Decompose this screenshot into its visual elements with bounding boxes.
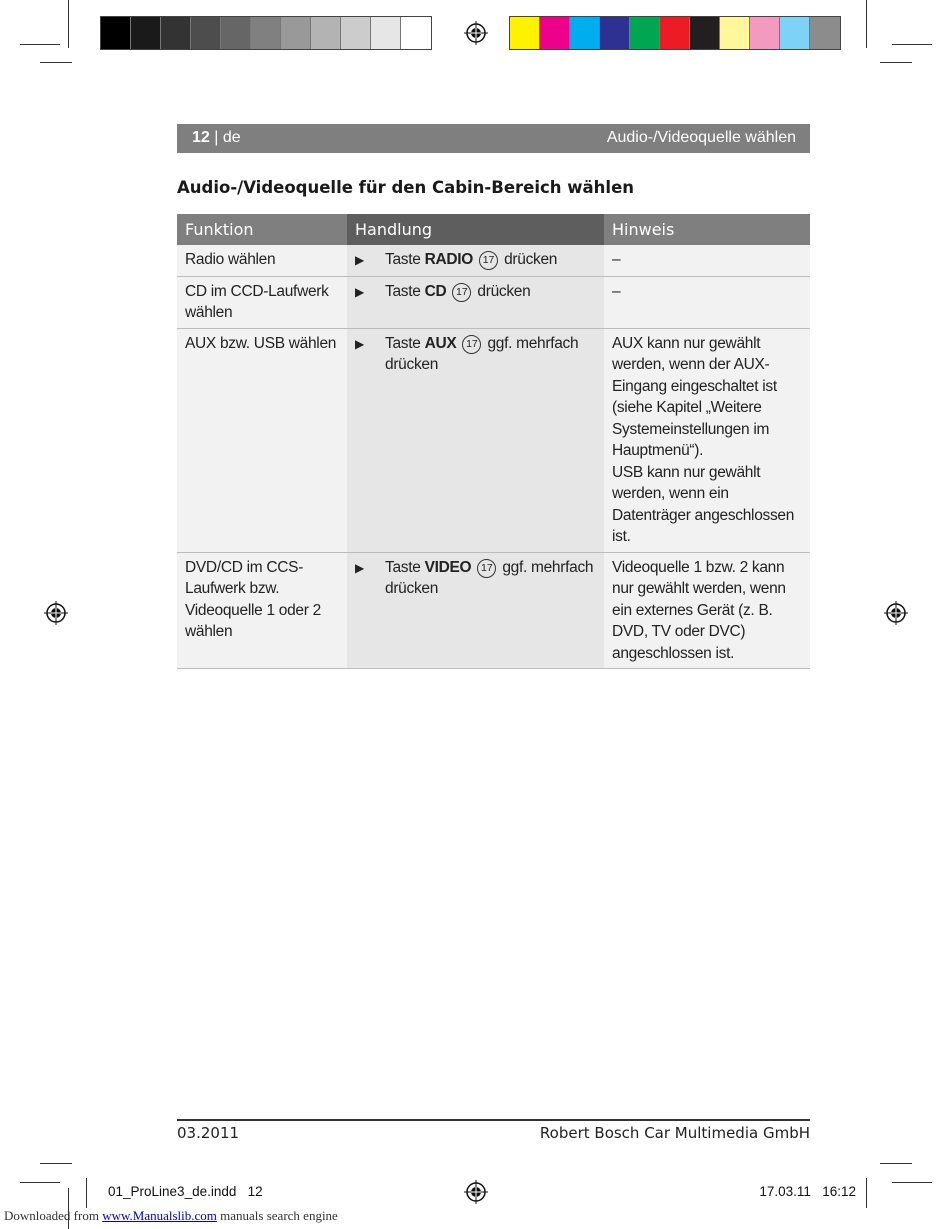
- crop-mark: [20, 44, 60, 45]
- download-note: [4, 1208, 338, 1224]
- page-number: 12: [192, 129, 210, 146]
- action-suffix: drücken: [477, 282, 531, 300]
- action-cell: [347, 276, 604, 328]
- color-swatch: [660, 17, 690, 49]
- crop-mark: [892, 1182, 932, 1183]
- crop-mark: [68, 0, 69, 48]
- note-cell: –: [604, 245, 810, 276]
- column-header-action: Handlung: [347, 214, 604, 245]
- color-swatch: [161, 17, 191, 49]
- crop-mark: [892, 44, 932, 45]
- bullet-arrow-icon: ▶: [355, 253, 364, 267]
- crop-mark: [880, 62, 912, 63]
- table-row: [177, 245, 810, 276]
- function-cell: AUX bzw. USB wählen: [177, 328, 347, 552]
- function-cell: Radio wählen: [177, 245, 347, 276]
- action-suffix: ggf. mehrfach drücken: [385, 334, 579, 373]
- function-cell: DVD/CD im CCS-Laufwerk bzw. Videoquelle 1 oder 2 wählen: [177, 552, 347, 669]
- page-heading: Audio-/Videoquelle für den Cabin-Bereich wählen: [177, 178, 635, 197]
- note-cell: Videoquelle 1 bzw. 2 kann nur gewählt werden, wenn ein externes Gerät (z. B. DVD, TV oder DVC) angeschlossen ist.: [604, 552, 810, 669]
- process-color-bar: [509, 16, 841, 50]
- download-prefix: Downloaded from: [4, 1208, 99, 1223]
- note-text: AUX kann nur gewählt werden, wenn der AUX-Eingang eingeschaltet ist (siehe Kapitel „Weitere Systemeinstellungen im Hauptmenü“).: [612, 334, 777, 459]
- color-swatch: [401, 17, 431, 49]
- color-swatch: [750, 17, 780, 49]
- slug-date: 17.03.11: [759, 1184, 811, 1199]
- action-cell: [347, 552, 604, 669]
- slug-time: 16:12: [822, 1184, 856, 1199]
- header-separator: |: [214, 129, 223, 146]
- section-title: Audio-/Videoquelle wählen: [606, 129, 796, 146]
- action-prefix: Taste: [385, 251, 421, 268]
- color-swatch: [131, 17, 161, 49]
- reference-number-badge: 17: [462, 335, 481, 354]
- color-swatch: [690, 17, 720, 49]
- print-slug-file: [108, 1184, 263, 1199]
- action-text: [385, 333, 596, 376]
- crop-mark: [86, 1178, 87, 1208]
- column-header-function: Funktion: [177, 214, 347, 245]
- color-swatch: [341, 17, 371, 49]
- color-swatch: [311, 17, 341, 49]
- page-header-band: [177, 124, 810, 153]
- action-prefix: Taste: [385, 282, 421, 300]
- color-swatch: [720, 17, 750, 49]
- action-text: [385, 281, 530, 304]
- table-header-row: [177, 214, 810, 245]
- registration-mark-icon: [464, 1180, 488, 1204]
- crop-mark: [880, 1163, 912, 1164]
- color-swatch: [510, 17, 540, 49]
- slug-page: 12: [247, 1184, 263, 1199]
- action-suffix: drücken: [504, 251, 558, 268]
- action-text: [385, 249, 557, 272]
- manualslib-link[interactable]: www.Manualslib.com: [102, 1208, 217, 1223]
- language-code: de: [222, 129, 241, 146]
- color-swatch: [221, 17, 251, 49]
- reference-number-badge: 17: [479, 251, 498, 270]
- color-swatch: [191, 17, 221, 49]
- footer-company: Robert Bosch Car Multimedia GmbH: [539, 1124, 810, 1142]
- function-table: [177, 214, 810, 669]
- action-key: CD: [424, 282, 447, 300]
- color-swatch: [600, 17, 630, 49]
- color-swatch: [371, 17, 401, 49]
- slug-filename: 01_ProLine3_de.indd: [108, 1184, 237, 1199]
- crop-mark: [20, 1182, 60, 1183]
- table-row: [177, 328, 810, 552]
- grayscale-color-bar: [100, 16, 432, 50]
- table-row: [177, 276, 810, 328]
- color-swatch: [540, 17, 570, 49]
- color-swatch: [810, 17, 840, 49]
- action-suffix: ggf. mehrfach drücken: [385, 558, 594, 597]
- registration-mark-icon: [464, 21, 488, 45]
- color-swatch: [101, 17, 131, 49]
- download-suffix: manuals search engine: [220, 1208, 338, 1223]
- registration-mark-icon: [44, 601, 68, 625]
- action-key: VIDEO: [424, 558, 472, 576]
- bullet-arrow-icon: ▶: [355, 284, 364, 299]
- action-cell: [347, 328, 604, 552]
- function-cell: CD im CCD-Laufwerk wählen: [177, 276, 347, 328]
- action-key: AUX: [424, 334, 457, 352]
- page-header-left: [192, 129, 241, 147]
- note-cell: [604, 328, 810, 552]
- color-swatch: [281, 17, 311, 49]
- crop-mark: [40, 1163, 72, 1164]
- crop-mark: [40, 62, 72, 63]
- crop-mark: [866, 0, 867, 48]
- note-text-secondary: USB kann nur gewählt werden, wenn ein Datenträger angeschlossen ist.: [612, 463, 795, 545]
- bullet-arrow-icon: ▶: [355, 560, 364, 575]
- action-prefix: Taste: [385, 558, 421, 576]
- table-row: [177, 552, 810, 669]
- column-header-note: Hinweis: [604, 214, 810, 245]
- action-prefix: Taste: [385, 334, 421, 352]
- registration-mark-icon: [884, 601, 908, 625]
- footer-date: 03.2011: [177, 1124, 240, 1142]
- color-swatch: [630, 17, 660, 49]
- bullet-arrow-icon: ▶: [355, 336, 364, 351]
- color-swatch: [780, 17, 810, 49]
- action-key: RADIO: [424, 251, 474, 268]
- footer-rule: [177, 1119, 810, 1121]
- print-slug-timestamp: [759, 1184, 856, 1199]
- reference-number-badge: 17: [452, 283, 471, 302]
- color-swatch: [251, 17, 281, 49]
- action-cell: [347, 245, 604, 276]
- reference-number-badge: 17: [477, 559, 496, 578]
- color-swatch: [570, 17, 600, 49]
- crop-mark: [866, 1178, 867, 1208]
- action-text: [385, 557, 596, 600]
- note-cell: –: [604, 276, 810, 328]
